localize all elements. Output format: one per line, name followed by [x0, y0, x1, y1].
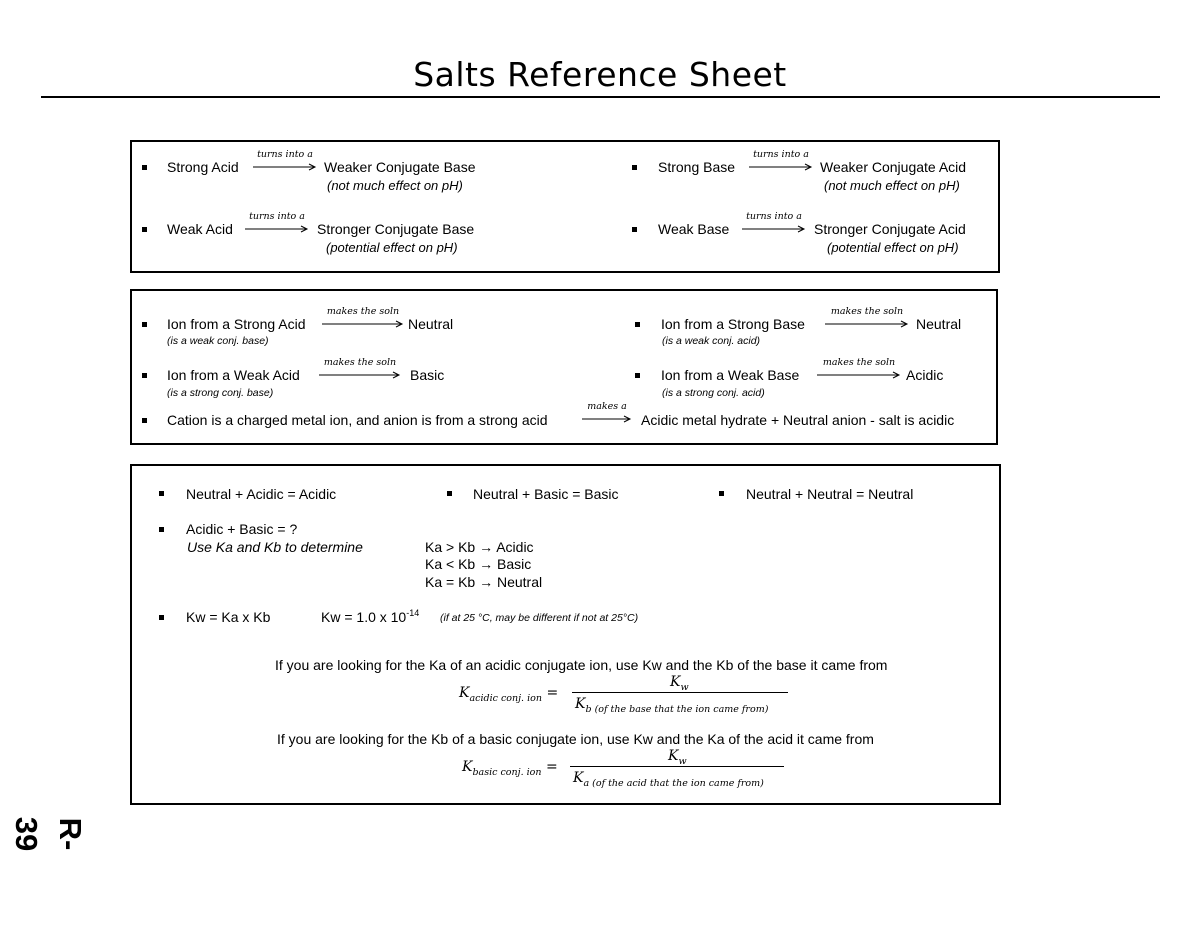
right-arrow-icon: [252, 162, 318, 172]
right-arrow-icon: [318, 370, 402, 380]
ion-weak-acid-label: Ion from a Weak Acid: [167, 367, 300, 383]
makes-soln-arrow: [318, 358, 402, 380]
bullet: [632, 227, 637, 232]
acidic-basic-label: Acidic + Basic = ?: [186, 521, 298, 537]
ka-kb-hint: Use Ka and Kb to determine: [187, 539, 363, 555]
strong-acid-label: Strong Acid: [167, 159, 239, 175]
conj-note: (is a strong conj. acid): [662, 387, 765, 399]
bullet: [159, 527, 164, 532]
right-arrow-icon: [816, 370, 902, 380]
right-arrow-icon: [244, 224, 310, 234]
arrow-label: turns into a: [257, 149, 313, 160]
kb-formula-lhs: $K_{basic conj. ion}$ =: [462, 759, 558, 778]
strong-base-label: Strong Base: [658, 159, 736, 175]
arrow-label: turns into a: [249, 211, 305, 222]
conj-note: (is a weak conj. acid): [662, 335, 761, 347]
neutral-result: Neutral: [916, 316, 962, 332]
bullet: [142, 165, 147, 170]
arrow-label: makes the soln: [326, 306, 400, 317]
kw-temperature-note: (if at 25 °C, may be different if not at 25°C): [440, 612, 639, 624]
effect-note: (potential effect on pH): [827, 240, 959, 255]
arrow-label: makes the soln: [830, 306, 904, 317]
acidic-result: Acidic: [906, 367, 944, 383]
makes-a-arrow: [581, 402, 633, 424]
arrow-label: makes the soln: [822, 357, 896, 368]
bullet: [142, 322, 147, 327]
effect-note: (not much effect on pH): [824, 178, 960, 193]
stronger-conjugate-base-label: Stronger Conjugate Base: [317, 221, 475, 237]
page-code: R-39: [9, 816, 88, 852]
ion-strong-base-label: Ion from a Strong Base: [661, 316, 805, 332]
makes-soln-arrow: [321, 307, 405, 329]
makes-soln-arrow: [816, 358, 902, 380]
bullet: [142, 418, 147, 423]
ion-weak-base-label: Ion from a Weak Base: [661, 367, 800, 383]
ka-conjugate-sentence: If you are looking for the Ka of an acidic conjugate ion, use Kw and the Kb of the base it came from: [275, 657, 888, 673]
kw-value-exponent: -14: [406, 608, 420, 618]
right-arrow-icon: [321, 319, 405, 329]
turns-into-arrow: [244, 212, 310, 234]
makes-soln-arrow: [824, 307, 910, 329]
bullet: [142, 227, 147, 232]
title-rule: [41, 96, 1160, 98]
kw-relation: Kw = Ka x Kb: [186, 609, 271, 625]
neutral-basic-rule: Neutral + Basic = Basic: [473, 486, 619, 502]
kb-formula-denominator: $K_{a (of the acid that the ion came from)}$: [573, 770, 764, 789]
conj-note: (is a strong conj. base): [167, 387, 274, 399]
ka-formula-numerator: $K_w$: [670, 674, 689, 693]
weak-base-label: Weak Base: [658, 221, 730, 237]
effect-note: (not much effect on pH): [327, 178, 463, 193]
page-title: Salts Reference Sheet: [413, 55, 787, 94]
neutral-neutral-rule: Neutral + Neutral = Neutral: [746, 486, 914, 502]
ka-kb-rule: Ka > Kb → Acidic: [425, 539, 534, 555]
ka-kb-rule: Ka < Kb → Basic: [425, 556, 532, 572]
effect-note: (potential effect on pH): [326, 240, 458, 255]
weaker-conjugate-acid-label: Weaker Conjugate Acid: [820, 159, 967, 175]
ka-fraction-bar: [572, 692, 788, 693]
bullet: [719, 491, 724, 496]
kw-value: [321, 609, 419, 625]
stronger-conjugate-acid-label: Stronger Conjugate Acid: [814, 221, 966, 237]
arrow-label: turns into a: [753, 149, 809, 160]
weak-acid-label: Weak Acid: [167, 221, 233, 237]
turns-into-arrow: [748, 150, 814, 172]
bullet: [159, 615, 164, 620]
bullet: [632, 165, 637, 170]
bullet: [447, 491, 452, 496]
kb-formula-numerator: $K_w$: [668, 748, 687, 767]
basic-result: Basic: [410, 367, 445, 383]
arrow-label: makes a: [587, 401, 627, 412]
right-arrow-icon: [741, 224, 807, 234]
ka-kb-rule: Ka = Kb → Neutral: [425, 574, 543, 590]
right-arrow-icon: [581, 414, 633, 424]
ka-formula-denominator: $K_{b (of the base that the ion came from)}$: [575, 696, 769, 715]
combination-box: [130, 464, 1001, 805]
ion-strong-acid-label: Ion from a Strong Acid: [167, 316, 306, 332]
arrow-label: turns into a: [746, 211, 802, 222]
weaker-conjugate-base-label: Weaker Conjugate Base: [324, 159, 476, 175]
right-arrow-icon: [748, 162, 814, 172]
kw-value-base: Kw = 1.0 x 10: [321, 609, 407, 625]
turns-into-arrow: [252, 150, 318, 172]
right-arrow-icon: [824, 319, 910, 329]
conj-note: (is a weak conj. base): [167, 335, 269, 347]
bullet: [142, 373, 147, 378]
kb-fraction-bar: [570, 766, 784, 767]
arrow-label: makes the soln: [323, 357, 397, 368]
ka-formula-lhs: $K_{acidic conj. ion}$ =: [459, 685, 559, 704]
neutral-acidic-rule: Neutral + Acidic = Acidic: [186, 486, 337, 502]
bullet: [159, 491, 164, 496]
kb-conjugate-sentence: If you are looking for the Kb of a basic conjugate ion, use Kw and the Ka of the acid it came from: [277, 731, 874, 747]
neutral-result: Neutral: [408, 316, 454, 332]
turns-into-arrow: [741, 212, 807, 234]
bullet: [635, 322, 640, 327]
cation-result: Acidic metal hydrate + Neutral anion - salt is acidic: [641, 412, 955, 428]
bullet: [635, 373, 640, 378]
cation-statement: Cation is a charged metal ion, and anion is from a strong acid: [167, 412, 548, 428]
